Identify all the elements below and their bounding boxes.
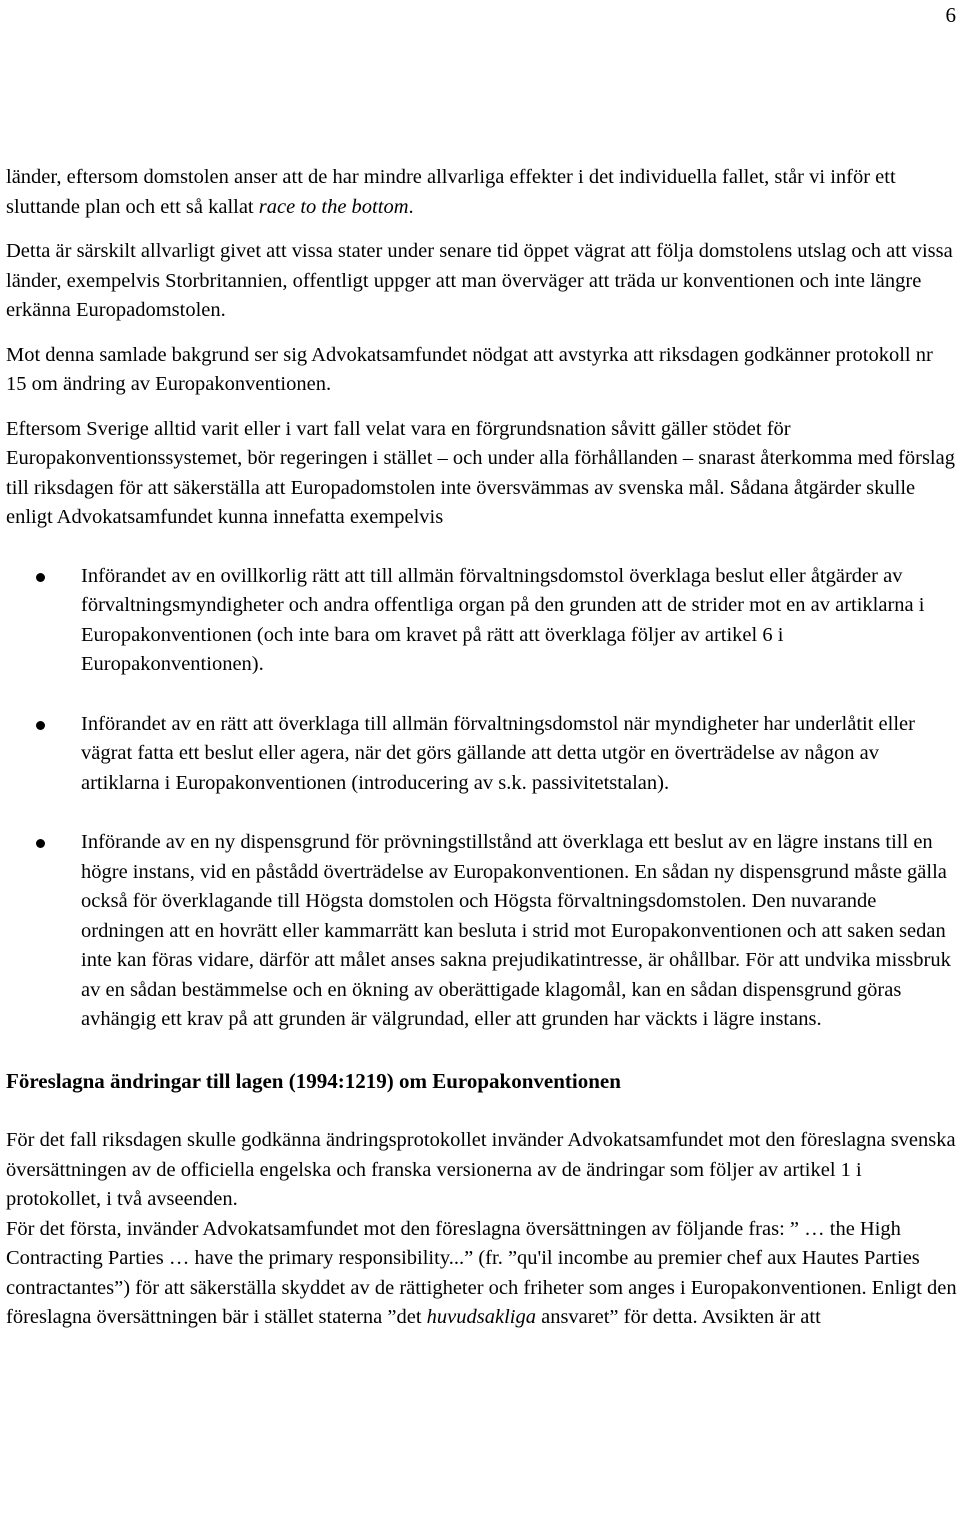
- emphasis-text: huvudsakliga: [426, 1306, 536, 1328]
- emphasis-text: race to the bottom: [258, 195, 409, 218]
- paragraph-text: För det första, invänder Advokatsamfundet mot den föreslagna översättningen av följande fras: ” … the High Contracting Parties … have the primary responsibility...” (fr. ”qu'il incombe au premier chef aux Hautes Parties contractantes”) för att säkerställa skyddet av de rättigheter och friheter som anges i Europakonventionen. Enligt den föreslagna översättningen bär i stället staterna ”det: [6, 1217, 957, 1328]
- section-heading: Föreslagna ändringar till lagen (1994:1219) om Europakonventionen: [6, 1068, 621, 1093]
- paragraph-translation-objection: För det fall riksdagen skulle godkänna ändringsprotokollet invänder Advokatsamfundet mot den föreslagna svenska översättningen av de officiella engelska och franska versionerna av de ändringar som följer av artikel 1 i protokollet, i två avseenden.: [6, 1129, 956, 1210]
- paragraph-states-refusal: Detta är särskilt allvarligt givet att vissa stater under senare tid öppet vägrat att följa domstolens utslag och att vissa länder, exempelvis Storbritannien, offentligt uppger att man överväger att träda ur konventionen och inte längre erkänna Europadomstolen.: [6, 240, 953, 321]
- bullet-icon: [36, 573, 45, 582]
- page-number: 6: [945, 3, 956, 27]
- list-item: [6, 828, 960, 1035]
- paragraph-text: länder, eftersom domstolen anser att de har mindre allvarliga effekter i det individuella fallet, står vi inför ett sluttande plan och ett så kallat: [6, 166, 896, 218]
- paragraph-recommendation: Mot denna samlade bakgrund ser sig Advokatsamfundet nödgat att avstyrka att riksdagen godkänner protokoll nr 15 om ändring av Europakonventionen.: [6, 343, 933, 395]
- document-body: [6, 163, 958, 1333]
- bullet-icon: [36, 721, 45, 730]
- bullet-icon: [36, 839, 45, 848]
- paragraph-text: .: [408, 195, 414, 218]
- list-item: [6, 710, 960, 799]
- list-item-text: Införandet av en rätt att överklaga till allmän förvaltningsdomstol när myndigheter har underlåtit eller vägrat fatta ett beslut eller agera, när det görs gällande att detta utgör en överträdelse av någon av artiklarna i Europakonventionen (introducering av s.k. passivitetstalan).: [81, 712, 915, 794]
- list-item-text: Införandet av en ovillkorlig rätt att till allmän förvaltningsdomstol överklaga beslut eller åtgärder av förvaltningsmyndigheter och andra offentliga organ på den grunden att de strider mot en av artiklarna i Europakonventionen (och inte bara om kravet på rätt att överklaga följer av artikel 6 i Europakonventionen).: [81, 564, 925, 675]
- list-item: [6, 562, 960, 680]
- paragraph-race-to-bottom: [6, 163, 958, 222]
- list-item-text: Införande av en ny dispensgrund för prövningstillstånd att överklaga ett beslut av en lägre instans till en högre instans, vid en påstådd överträdelse av Europakonventionen. En sådan ny dispensgrund måste gälla också för överklagande till Högsta domstolen och Högsta förvaltningsdomstolen. Den nuvarande ordningen att en hovrätt eller kammarrätt kan besluta i strid mot Europakonventionen och att saken sedan inte kan föras vidare, därför att målet anses sakna prejudikatintresse, är ohållbar. För att undvika missbruk av en sådan bestämmelse och en ökning av oberättigade klagomål, kan en sådan dispensgrund göras avhängig ett krav på att grunden är välgrundad, eller att grunden har väckts i lägre instans.: [81, 831, 951, 1030]
- paragraph-text: ansvaret” för detta. Avsikten är att: [535, 1306, 821, 1328]
- paragraph-proposed-measures: Eftersom Sverige alltid varit eller i vart fall velat vara en förgrundsnation såvitt gäller stödet för Europakonventionssystemet, bör regeringen i stället – och under alla förhållanden – snarast återkomma med förslag till riksdagen för att säkerställa att Europadomstolen inte översvämmas av svenska mål. Sådana åtgärder skulle enligt Advokatsamfundet kunna innefatta exempelvis: [6, 417, 955, 528]
- paragraph-first-objection: [6, 1215, 958, 1333]
- measures-list: [6, 562, 958, 1035]
